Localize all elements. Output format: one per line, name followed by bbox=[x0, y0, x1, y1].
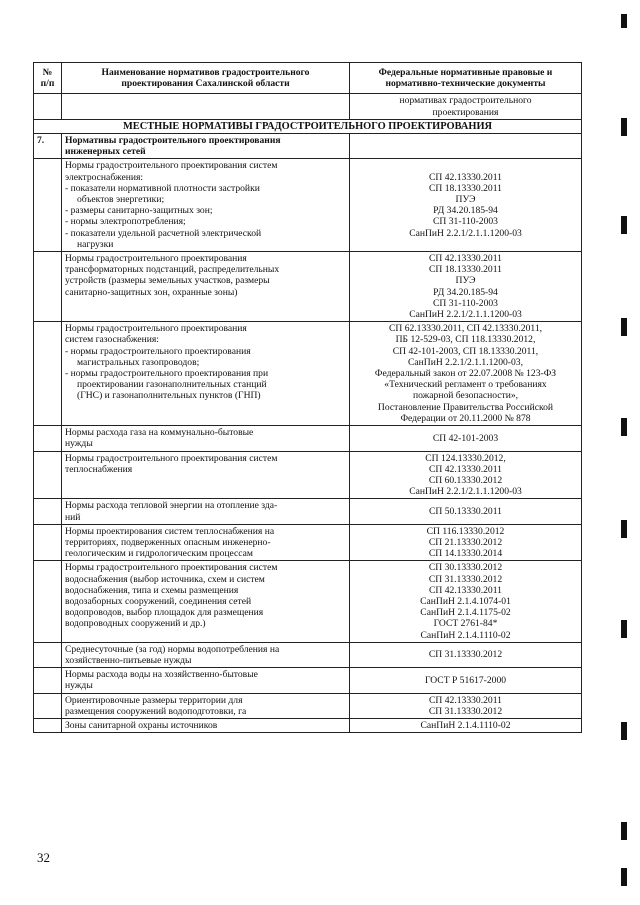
norm-name-line: магистральных газопроводов; bbox=[77, 356, 200, 368]
scan-edge-mark bbox=[621, 868, 627, 886]
norm-name-line: водоснабжения (выбор источника, схем и систем bbox=[65, 573, 265, 585]
norm-name-line: ний bbox=[65, 511, 81, 523]
row-number-cell bbox=[34, 561, 62, 642]
federal-doc-line: ПУЭ bbox=[455, 275, 476, 287]
federal-doc-line: СанПиН 2.1.4.1074-01 bbox=[420, 595, 511, 607]
table-row bbox=[34, 159, 582, 252]
federal-doc-line: РД 34.20.185-94 bbox=[433, 286, 498, 298]
norm-name-line: Зоны санитарной охраны источников bbox=[65, 719, 218, 731]
scan-edge-mark bbox=[621, 14, 627, 28]
federal-doc-line: СанПиН 2.1.4.1110-02 bbox=[420, 629, 511, 641]
norm-name-line: санитарно-защитных зон, охранные зоны) bbox=[65, 286, 238, 298]
norm-name-line: хозяйственно-питьевые нужды bbox=[65, 654, 192, 666]
row-number-cell bbox=[34, 524, 62, 561]
norm-name-line: водоснабжения, типа и схемы размещения bbox=[65, 584, 239, 596]
federal-doc-line bbox=[353, 239, 578, 250]
federal-doc-cell bbox=[350, 322, 582, 426]
table-row bbox=[34, 322, 582, 426]
norm-name-line: устройств (размеры земельных участков, размеры bbox=[65, 275, 270, 287]
norm-name-cell bbox=[62, 642, 350, 667]
row-number-cell bbox=[34, 252, 62, 322]
norm-name-cell bbox=[62, 693, 350, 718]
table-row bbox=[34, 561, 582, 642]
scan-edge-mark bbox=[621, 520, 627, 538]
table-row bbox=[34, 718, 582, 732]
table-row bbox=[34, 693, 582, 718]
norm-name-cell bbox=[62, 718, 350, 732]
federal-doc-line: СП 42.13330.2011 bbox=[429, 171, 502, 183]
norm-name-line: Нормы расхода тепловой энергии на отопление зда- bbox=[65, 500, 278, 512]
norm-name-line: нагрузки bbox=[77, 238, 114, 250]
norm-name-line: водопроводов, выбор площадок для размещения bbox=[65, 607, 264, 619]
norm-name-line: трансформаторных подстанций, распределительных bbox=[65, 264, 280, 276]
federal-doc-line: СП 62.13330.2011, СП 42.13330.2011, bbox=[388, 323, 543, 335]
row-number-cell bbox=[34, 159, 62, 252]
norm-name-line: - показатели нормативной плотности застройки bbox=[65, 182, 260, 194]
norm-name-line: - показатели удельной расчетной электрической bbox=[65, 227, 262, 239]
norm-name-line: размещения сооружений водоподготовки, га bbox=[65, 705, 247, 717]
norm-name-line: электроснабжения: bbox=[65, 171, 144, 183]
scan-edge-mark bbox=[621, 118, 627, 136]
row-number-cell bbox=[34, 426, 62, 451]
federal-doc-line: СанПиН 2.2.1/2.1.1.1200-03 bbox=[409, 227, 522, 239]
federal-doc-line: СП 50.13330.2011 bbox=[429, 505, 502, 517]
row-number-cell bbox=[34, 693, 62, 718]
norm-name-line: водопроводных сооружений и др.) bbox=[65, 618, 206, 630]
federal-doc-cell bbox=[350, 524, 582, 561]
header-number: № п/п bbox=[34, 63, 62, 94]
norm-name-line: геологическим и гидрологическим процессам bbox=[65, 548, 254, 560]
norm-name-cell bbox=[62, 524, 350, 561]
item-number: 7. bbox=[34, 134, 62, 159]
federal-doc-line: СП 31-110-2003 bbox=[433, 297, 498, 309]
federal-doc-cell bbox=[350, 499, 582, 524]
scan-edge-mark bbox=[621, 418, 627, 436]
table-row bbox=[34, 668, 582, 693]
norm-name-cell bbox=[62, 451, 350, 499]
normatives-table bbox=[33, 62, 582, 733]
federal-doc-line: СП 31-110-2003 bbox=[433, 216, 498, 228]
federal-doc-line: Федерации от 20.11.2000 № 878 bbox=[400, 412, 531, 424]
federal-doc-line: Постановление Правительства Российской bbox=[377, 401, 554, 413]
federal-doc-line: СП 31.13330.2012 bbox=[428, 573, 503, 585]
norm-name-line: (ГНС) и газонаполнительных пунктов (ГНП) bbox=[77, 390, 261, 402]
norm-name-line: Среднесуточные (за год) нормы водопотребления на bbox=[65, 643, 280, 655]
federal-doc-line: РД 34.20.185-94 bbox=[433, 205, 498, 217]
item-row bbox=[34, 134, 582, 159]
federal-doc-cell bbox=[350, 426, 582, 451]
federal-doc-line: СП 18.13330.2011 bbox=[429, 264, 502, 276]
norm-name-cell bbox=[62, 499, 350, 524]
norm-name-line: - нормы градостроительного проектирования при bbox=[65, 368, 269, 380]
federal-doc-line: Федеральный закон от 22.07.2008 № 123-ФЗ bbox=[374, 368, 557, 380]
federal-doc-line: СП 21.13330.2012 bbox=[428, 536, 503, 548]
norm-name-line: Нормы градостроительного проектирования систем bbox=[65, 160, 278, 172]
norm-name-line: - нормы градостроительного проектирования bbox=[65, 345, 251, 357]
norm-name-line: теплоснабжения bbox=[65, 463, 133, 475]
table-row bbox=[34, 642, 582, 667]
federal-doc-line: СанПиН 2.1.4.1175-02 bbox=[420, 607, 511, 619]
federal-doc-line: СП 42-101-2003, СП 18.13330.2011, bbox=[392, 345, 539, 357]
federal-doc-cell bbox=[350, 561, 582, 642]
header-federal-docs: Федеральные нормативные правовые и нормативно-технические документы bbox=[350, 63, 582, 94]
norm-name-line: Нормы расхода воды на хозяйственно-бытовые bbox=[65, 669, 258, 681]
norm-name-line: Нормы расхода газа на коммунально-бытовые bbox=[65, 427, 254, 439]
table-row bbox=[34, 499, 582, 524]
table-row bbox=[34, 451, 582, 499]
row-number-cell bbox=[34, 718, 62, 732]
federal-doc-line: СП 42.13330.2011 bbox=[429, 694, 502, 706]
item-title: Нормативы градостроительного проектирования инженерных сетей bbox=[62, 134, 350, 159]
norm-name-cell bbox=[62, 322, 350, 426]
federal-doc-line: пожарной безопасности», bbox=[412, 390, 519, 402]
norm-name-cell bbox=[62, 252, 350, 322]
federal-doc-cell bbox=[350, 668, 582, 693]
continuation-row bbox=[34, 94, 582, 119]
norm-name-line: нужды bbox=[65, 438, 93, 450]
scan-edge-mark bbox=[621, 822, 627, 840]
federal-doc-line: ГОСТ Р 51617-2000 bbox=[424, 674, 507, 686]
row-number-cell bbox=[34, 322, 62, 426]
federal-doc-cell bbox=[350, 693, 582, 718]
row-number-cell bbox=[34, 642, 62, 667]
row-number-cell bbox=[34, 668, 62, 693]
federal-doc-line: СП 124.13330.2012, bbox=[425, 452, 506, 464]
federal-doc-line: ПБ 12-529-03, СП 118.13330.2012, bbox=[395, 334, 536, 346]
scan-edge-mark bbox=[621, 318, 627, 336]
row-number-cell bbox=[34, 499, 62, 524]
norm-name-line: Нормы градостроительного проектирования систем bbox=[65, 562, 278, 574]
norm-name-line: Нормы проектирования систем теплоснабжения на bbox=[65, 525, 275, 537]
federal-doc-cell bbox=[350, 159, 582, 252]
federal-doc-line: СП 42-101-2003 bbox=[432, 432, 499, 444]
header-regional-norms: Наименование нормативов градостроительного проектирования Сахалинской области bbox=[62, 63, 350, 94]
federal-doc-line: СП 18.13330.2011 bbox=[429, 182, 502, 194]
scan-edge-mark bbox=[621, 620, 627, 638]
federal-doc-line: СП 60.13330.2012 bbox=[428, 474, 503, 486]
norm-name-line: Ориентировочные размеры территории для bbox=[65, 694, 243, 706]
norm-name-cell bbox=[62, 159, 350, 252]
norm-name-line: территориях, подверженных опасным инженерно- bbox=[65, 536, 271, 548]
federal-doc-cell bbox=[350, 642, 582, 667]
federal-doc-line: СанПиН 2.1.4.1110-02 bbox=[420, 719, 511, 731]
federal-doc-line: СП 42.13330.2011 bbox=[429, 584, 502, 596]
norm-name-line: Нормы градостроительного проектирования bbox=[65, 323, 247, 335]
federal-doc-cell bbox=[350, 718, 582, 732]
section-title: МЕСТНЫЕ НОРМАТИВЫ ГРАДОСТРОИТЕЛЬНОГО ПРОЕКТИРОВАНИЯ bbox=[34, 119, 582, 133]
federal-doc-line: СП 30.13330.2012 bbox=[428, 562, 503, 574]
federal-doc-line: СП 42.13330.2011 bbox=[429, 463, 502, 475]
federal-doc-cell bbox=[350, 252, 582, 322]
federal-doc-line: СанПиН 2.2.1/2.1.1.1200-03, bbox=[408, 356, 523, 368]
norm-name-cell bbox=[62, 561, 350, 642]
federal-doc-line: ПУЭ bbox=[455, 194, 476, 206]
continuation-cell: нормативах градостроительного проектирования bbox=[350, 94, 582, 119]
norm-name-line: - нормы электропотребления; bbox=[65, 216, 186, 228]
federal-doc-line: СанПиН 2.2.1/2.1.1.1200-03 bbox=[409, 486, 522, 498]
page-number: 32 bbox=[37, 850, 50, 865]
federal-doc-line: СанПиН 2.2.1/2.1.1.1200-03 bbox=[409, 309, 522, 321]
norm-name-cell bbox=[62, 668, 350, 693]
federal-doc-line: СП 116.13330.2012 bbox=[426, 525, 505, 537]
federal-doc-line: СП 42.13330.2011 bbox=[429, 253, 502, 265]
row-number-cell bbox=[34, 451, 62, 499]
table-row bbox=[34, 426, 582, 451]
table-row bbox=[34, 252, 582, 322]
federal-doc-line: СП 31.13330.2012 bbox=[428, 649, 503, 661]
norm-name-line: водозаборных сооружений, соединения сетей bbox=[65, 595, 252, 607]
table-row bbox=[34, 524, 582, 561]
scan-edge-mark bbox=[621, 216, 627, 234]
federal-doc-cell bbox=[350, 451, 582, 499]
federal-doc-line bbox=[353, 160, 578, 171]
federal-doc-line: «Технический регламент о требованиях bbox=[384, 379, 547, 391]
federal-doc-line: СП 31.13330.2012 bbox=[428, 705, 503, 717]
table-header-row bbox=[34, 63, 582, 94]
norm-name-line: проектировании газонаполнительных станций bbox=[77, 379, 267, 391]
scan-edge-mark bbox=[621, 722, 627, 740]
norm-name-line: - размеры санитарно-защитных зон; bbox=[65, 205, 213, 217]
norm-name-line: Нормы градостроительного проектирования систем bbox=[65, 452, 278, 464]
federal-doc-line: ГОСТ 2761-84* bbox=[433, 618, 498, 630]
norm-name-line: объектов энергетики; bbox=[77, 194, 165, 206]
section-row bbox=[34, 119, 582, 133]
federal-doc-line: СП 14.13330.2014 bbox=[428, 548, 503, 560]
norm-name-cell bbox=[62, 426, 350, 451]
norm-name-line: систем газоснабжения: bbox=[65, 334, 159, 346]
norm-name-line: Нормы градостроительного проектирования bbox=[65, 253, 247, 265]
norm-name-line: нужды bbox=[65, 680, 93, 692]
